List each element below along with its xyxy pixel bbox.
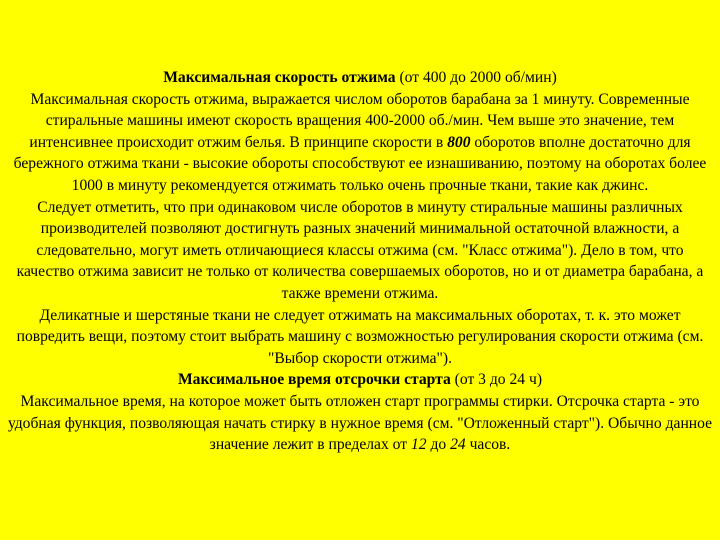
paragraph-delay-start <box>6 391 714 456</box>
paragraph-spin-speed-intro-text: Максимальная скорость отжима, выражается числом оборотов барабана за 1 минуту. Современные стиральные машины имеют скорость вращения 400-2000 об./мин. Чем выше это значение, тем интенсивнее происходит отжим белья. В принципе скорости в <box>29 90 690 151</box>
section-heading-spin-speed <box>6 67 714 89</box>
highlight-number-12: 12 <box>410 436 427 454</box>
slide-text <box>6 67 714 456</box>
paragraph-spin-speed-residual-moisture: Следует отметить, что при одинаковом числе оборотов в минуту стиральные машины различных производителей позволяют достигнуть разных значений минимальной остаточной влажности, а следовательно, могут иметь отличающиеся классы отжима (см. "Класс отжима"). Дело в том, что качество отжима зависит не только от количества совершаемых оборотов, но и от диаметра барабана, а также времени отжима. <box>16 198 704 302</box>
section-heading-delay-start-range: (от 3 до 24 ч) <box>450 371 543 389</box>
section-heading-delay-start-title: Максимальное время отсрочки старта <box>177 371 451 389</box>
section-heading-delay-start <box>6 369 714 391</box>
paragraph-delay-start-tail: часов. <box>465 436 511 454</box>
paragraph-spin-speed-intro <box>6 89 714 197</box>
paragraph-spin-speed-delicate: Деликатные и шерстяные ткани не следует отжимать на максимальных оборотах, т. к. это может повредить вещи, поэтому стоит выбрать машину с возможностью регулирования скорости отжима (см. "Выбор скорости отжима"). <box>16 306 704 367</box>
highlight-number-24: 24 <box>450 436 466 454</box>
paragraph-spin-speed-intro-tail: оборотов вполне достаточно для бережного отжима ткани - высокие обороты способствуют ее изнашиванию, поэтому на оборотах более 1000 в минуту рекомендуется отжимать только очень прочные ткани, такие как джинс. <box>13 133 707 194</box>
highlight-number-800: 800 <box>447 133 471 151</box>
paragraph-delay-start-text: Максимальное время, на которое может быть отложен старт программы стирки. Отсрочка старта - это удобная функция, позволяющая начать стирку в нужное время (см. "Отложенный старт"). Обычно данное значение лежит в пределах от <box>7 392 713 454</box>
paragraph-delay-start-mid: до <box>426 436 451 454</box>
section-heading-spin-speed-title: Максимальная скорость отжима <box>163 69 396 86</box>
section-heading-spin-speed-range: (от 400 до 2000 об/мин) <box>395 69 557 86</box>
